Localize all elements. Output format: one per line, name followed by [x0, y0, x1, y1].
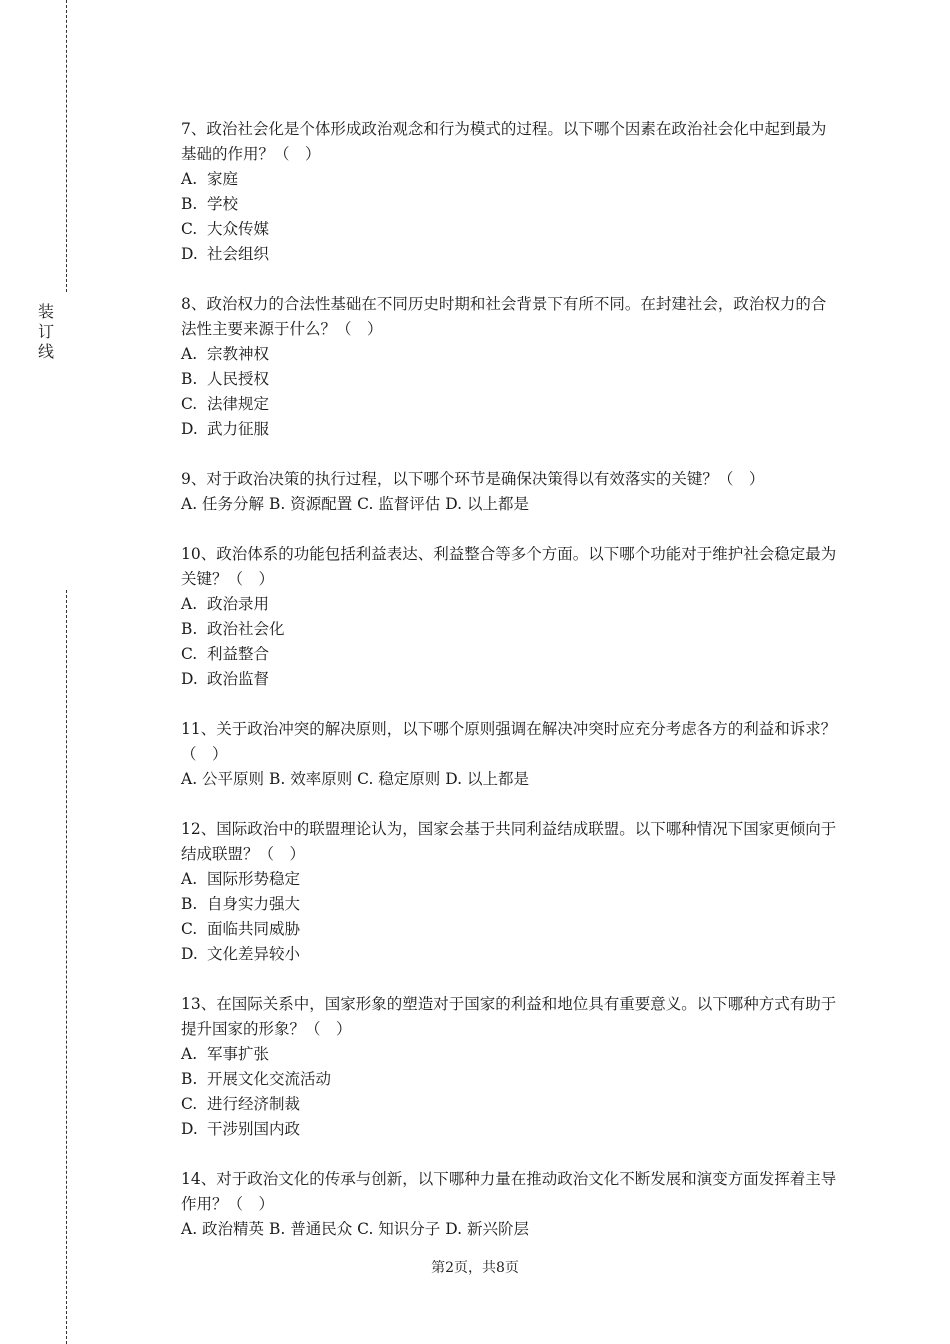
- question-stem: 11、关于政治冲突的解决原则，以下哪个原则强调在解决冲突时应充分考虑各方的利益和诉求？（ ）: [181, 720, 837, 763]
- question-stem: 10、政治体系的功能包括利益表达、利益整合等多个方面。以下哪个功能对于维护社会稳定最为关键？（ ）: [181, 545, 837, 588]
- option-text: 人民授权: [207, 370, 270, 388]
- inline-options[interactable]: A. 任务分解 B. 资源配置 C. 监督评估 D. 以上都是: [181, 495, 529, 513]
- option-text: 大众传媒: [207, 220, 270, 238]
- option-letter: C.: [181, 220, 198, 238]
- option-text: 学校: [207, 195, 239, 213]
- inline-options[interactable]: A. 公平原则 B. 效率原则 C. 稳定原则 D. 以上都是: [181, 770, 529, 788]
- binding-char: 线: [37, 342, 54, 361]
- option-d[interactable]: [181, 1117, 841, 1142]
- option-a[interactable]: [181, 867, 841, 892]
- option-letter: D.: [181, 1120, 198, 1138]
- option-letter: C.: [181, 920, 198, 938]
- option-letter: C.: [181, 1095, 198, 1113]
- option-letter: A.: [181, 595, 198, 613]
- option-letter: B.: [181, 620, 198, 638]
- option-c[interactable]: [181, 642, 841, 667]
- option-letter: C.: [181, 645, 198, 663]
- option-text: 面临共同威胁: [207, 920, 301, 938]
- page-footer: 第2页，共8页: [431, 1260, 519, 1276]
- option-b[interactable]: [181, 192, 841, 217]
- option-d[interactable]: [181, 942, 841, 967]
- binding-line-top: [66, 0, 67, 292]
- option-text: 宗教神权: [207, 345, 270, 363]
- question-list: [181, 117, 841, 1267]
- option-b[interactable]: [181, 617, 841, 642]
- option-c[interactable]: [181, 917, 841, 942]
- question-13: [181, 992, 841, 1142]
- question-7: [181, 117, 841, 267]
- option-text: 法律规定: [207, 395, 270, 413]
- option-text: 文化差异较小: [207, 945, 301, 963]
- option-text: 社会组织: [207, 245, 270, 263]
- question-stem: 9、对于政治决策的执行过程，以下哪个环节是确保决策得以有效落实的关键？（ ）: [181, 470, 765, 488]
- option-text: 开展文化交流活动: [207, 1070, 332, 1088]
- option-a[interactable]: [181, 592, 841, 617]
- binding-line-bottom: [66, 590, 67, 1344]
- option-letter: B.: [181, 370, 198, 388]
- option-b[interactable]: [181, 892, 841, 917]
- option-text: 家庭: [207, 170, 239, 188]
- option-text: 进行经济制裁: [207, 1095, 301, 1113]
- question-14: [181, 1167, 841, 1242]
- option-d[interactable]: [181, 667, 841, 692]
- option-a[interactable]: [181, 342, 841, 367]
- inline-options[interactable]: A. 政治精英 B. 普通民众 C. 知识分子 D. 新兴阶层: [181, 1220, 529, 1238]
- option-c[interactable]: [181, 392, 841, 417]
- option-letter: B.: [181, 195, 198, 213]
- option-b[interactable]: [181, 367, 841, 392]
- option-letter: B.: [181, 895, 198, 913]
- option-text: 政治监督: [207, 670, 270, 688]
- option-letter: D.: [181, 945, 198, 963]
- option-letter: A.: [181, 1045, 198, 1063]
- option-letter: A.: [181, 870, 198, 888]
- option-letter: A.: [181, 345, 198, 363]
- option-letter: B.: [181, 1070, 198, 1088]
- option-letter: D.: [181, 670, 198, 688]
- option-text: 军事扩张: [207, 1045, 270, 1063]
- option-a[interactable]: [181, 1042, 841, 1067]
- option-letter: D.: [181, 245, 198, 263]
- option-a[interactable]: [181, 167, 841, 192]
- question-stem: 13、在国际关系中，国家形象的塑造对于国家的利益和地位具有重要意义。以下哪种方式有助于提升国家的形象？（ ）: [181, 995, 837, 1038]
- question-stem: 7、政治社会化是个体形成政治观念和行为模式的过程。以下哪个因素在政治社会化中起到最为基础的作用？（ ）: [181, 120, 827, 163]
- option-c[interactable]: [181, 1092, 841, 1117]
- option-d[interactable]: [181, 417, 841, 442]
- option-text: 政治录用: [207, 595, 270, 613]
- binding-char: 订: [37, 322, 54, 341]
- option-letter: A.: [181, 170, 198, 188]
- option-text: 干涉别国内政: [207, 1120, 301, 1138]
- question-10: [181, 542, 841, 692]
- binding-label: [36, 302, 56, 362]
- option-letter: C.: [181, 395, 198, 413]
- option-b[interactable]: [181, 1067, 841, 1092]
- option-text: 自身实力强大: [207, 895, 301, 913]
- question-stem: 8、政治权力的合法性基础在不同历史时期和社会背景下有所不同。在封建社会，政治权力的合法性主要来源于什么？（ ）: [181, 295, 827, 338]
- option-text: 政治社会化: [207, 620, 285, 638]
- question-stem: 12、国际政治中的联盟理论认为，国家会基于共同利益结成联盟。以下哪种情况下国家更倾向于结成联盟？（ ）: [181, 820, 837, 863]
- option-text: 国际形势稳定: [207, 870, 301, 888]
- question-11: [181, 717, 841, 792]
- binding-char: 装: [37, 302, 54, 321]
- option-letter: D.: [181, 420, 198, 438]
- option-c[interactable]: [181, 217, 841, 242]
- option-text: 利益整合: [207, 645, 270, 663]
- question-12: [181, 817, 841, 967]
- option-text: 武力征服: [207, 420, 270, 438]
- question-9: [181, 467, 841, 517]
- question-8: [181, 292, 841, 442]
- option-d[interactable]: [181, 242, 841, 267]
- question-stem: 14、对于政治文化的传承与创新，以下哪种力量在推动政治文化不断发展和演变方面发挥着主导作用？（ ）: [181, 1170, 837, 1213]
